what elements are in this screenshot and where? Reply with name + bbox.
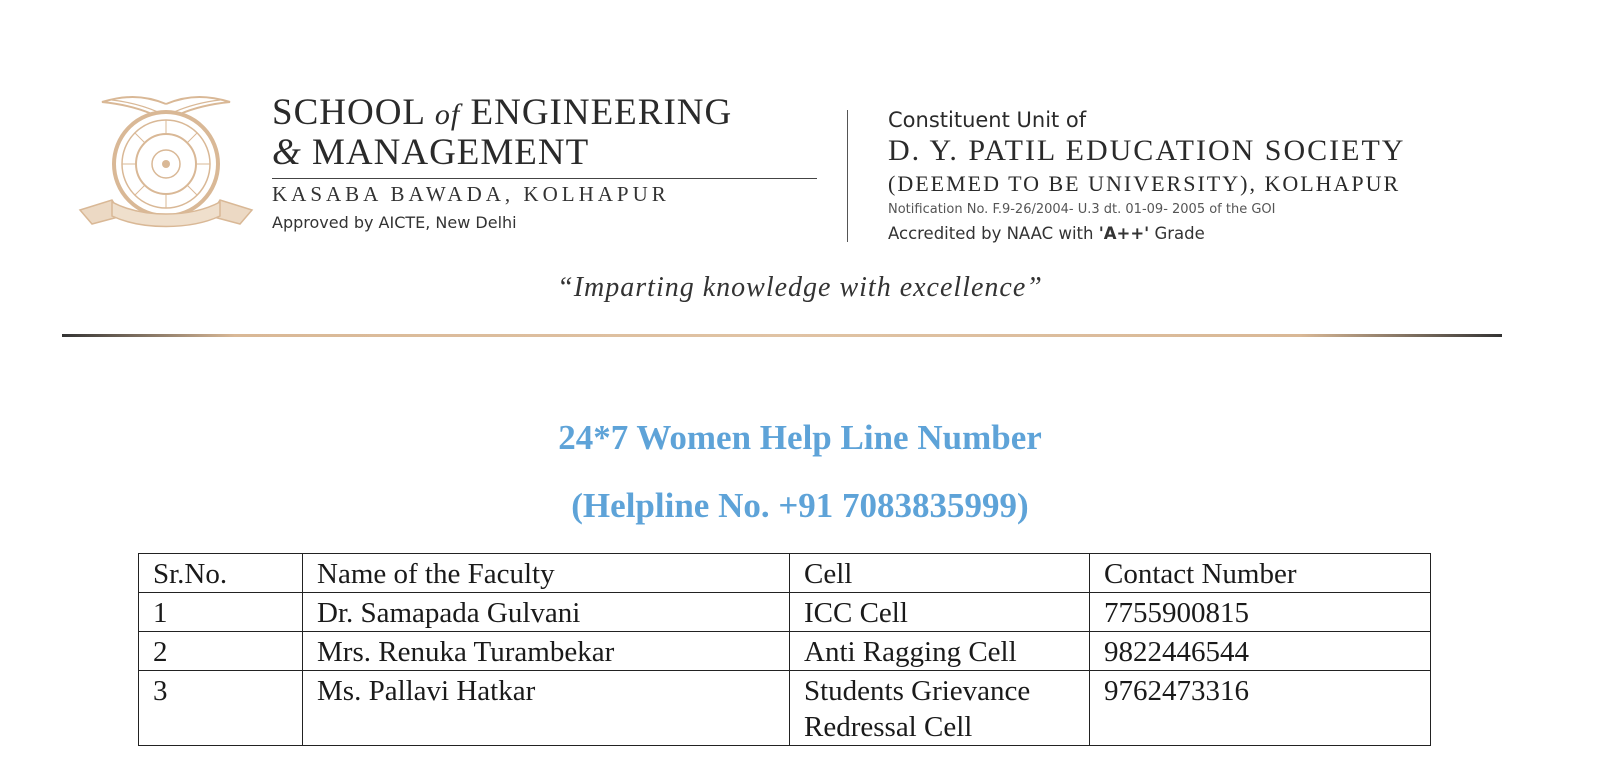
tagline: “Imparting knowledge with excellence”	[557, 272, 1043, 303]
notification-line: Notification No. F.9-26/2004- U.3 dt. 01-09- 2005 of the GOI	[888, 202, 1276, 217]
school-name-of: of	[434, 98, 461, 131]
contact-number-cell: 9822446544	[1090, 632, 1431, 671]
school-location: KASABA BAWADA, KOLHAPUR	[272, 182, 670, 206]
school-approval: Approved by AICTE, New Delhi	[272, 213, 517, 232]
letterhead-divider	[847, 110, 848, 242]
society-name: D. Y. PATIL EDUCATION SOCIETY	[888, 134, 1406, 167]
school-name-part: ENGINEERING	[460, 92, 733, 133]
sr-no-cell: 3	[139, 671, 303, 746]
cell-name-cell: Students Grievance Redressal Cell	[790, 671, 1090, 746]
column-header-contact-number: Contact Number	[1090, 554, 1431, 593]
school-name-line-1	[272, 94, 732, 134]
constituent-unit-label: Constituent Unit of	[888, 108, 1087, 132]
sr-no-cell: 2	[139, 632, 303, 671]
naac-accreditation	[888, 224, 1205, 243]
contacts-table	[138, 553, 1431, 746]
column-header-cell: Cell	[790, 554, 1090, 593]
cell-name-cell: ICC Cell	[790, 593, 1090, 632]
faculty-name-cell: Mrs. Renuka Turambekar	[303, 632, 790, 671]
school-name-line-2	[272, 134, 589, 172]
institution-emblem-icon	[72, 92, 260, 232]
faculty-name-cell: Dr. Samapada Gulvani	[303, 593, 790, 632]
table-row	[139, 593, 1431, 632]
naac-prefix: Accredited by NAAC with	[888, 224, 1099, 243]
school-name-part: MANAGEMENT	[301, 132, 590, 173]
column-header-faculty-name: Name of the Faculty	[303, 554, 790, 593]
table-row	[139, 632, 1431, 671]
naac-suffix: Grade	[1149, 224, 1205, 243]
contact-number-cell: 9762473316	[1090, 671, 1431, 746]
contact-number-cell: 7755900815	[1090, 593, 1431, 632]
table-header-row	[139, 554, 1431, 593]
school-name-underline	[272, 178, 817, 179]
column-header-sr-no: Sr.No.	[139, 554, 303, 593]
helpline-number: (Helpline No. +91 7083835999)	[571, 486, 1029, 525]
table-row	[139, 671, 1431, 746]
deemed-university-line: (DEEMED TO BE UNIVERSITY), KOLHAPUR	[888, 171, 1401, 196]
page-title: 24*7 Women Help Line Number	[558, 418, 1042, 457]
school-name-part: SCHOOL	[272, 92, 435, 133]
school-name-ampersand: &	[272, 132, 302, 173]
cell-name-cell: Anti Ragging Cell	[790, 632, 1090, 671]
header-rule	[62, 334, 1502, 337]
naac-grade: 'A++'	[1098, 224, 1150, 243]
sr-no-cell: 1	[139, 593, 303, 632]
faculty-name-cell: Ms. Pallavi Hatkar	[303, 671, 790, 746]
